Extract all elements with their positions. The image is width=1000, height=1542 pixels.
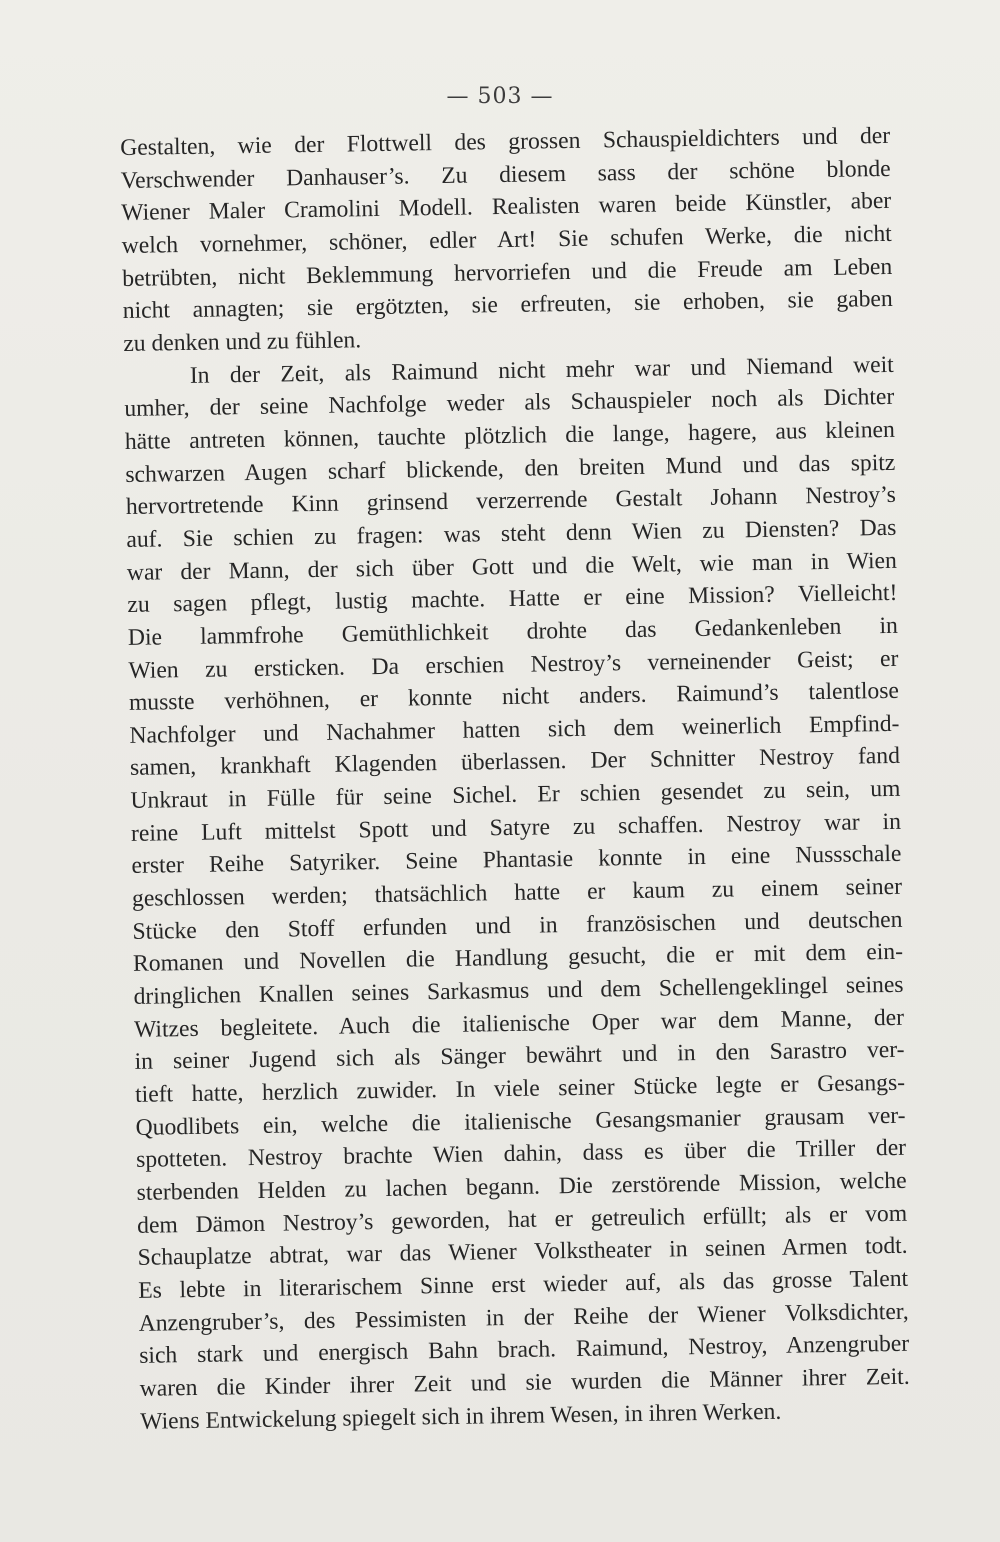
text-line: Gestalten, wie der Flottwell des grossen Schauspieldichters und der [120, 122, 891, 161]
body-text [120, 120, 910, 1438]
text-line: Die lammfrohe Gemüthlichkeit drohte das Gedankenleben in [127, 612, 899, 651]
text-line: zu sagen pflegt, lustig machte. Hatte er eine Mission? Vielleicht! [127, 580, 898, 619]
text-line: dem Dämon Nestroy’s geworden, hat er getreulich erfüllt; als er vom [136, 1200, 908, 1239]
text-line: Stücke den Stoff erfunden und in französischen und deutschen [132, 906, 903, 945]
text-line: dringlichen Knallen seines Sarkasmus und dem Schellengeklingel seines [133, 971, 904, 1010]
text-line: hätte antreten können, tauchte plötzlich die lange, hagere, aus kleinen [124, 416, 895, 455]
text-line: geschlossen werden; thatsächlich hatte er kaum zu einem seiner [131, 873, 903, 912]
text-line: Romanen und Novellen die Handlung gesucht, die er mit dem ein- [132, 939, 904, 978]
text-line: musste verhöhnen, er konnte nicht anders. Raimund’s talentlose [128, 677, 900, 717]
text-line: Anzengruber’s, des Pessimisten in der Reihe der Wiener Volksdichter, [138, 1298, 909, 1337]
text-line: Nachfolger und Nachahmer hatten sich dem weinerlich Empfind- [129, 710, 900, 749]
text-line: sich stark und energisch Bahn brach. Raimund, Nestroy, Anzengruber [139, 1331, 910, 1370]
text-line: war der Mann, der sich über Gott und die Welt, wie man in Wien [126, 547, 898, 586]
text-line: Unkraut in Fülle für seine Sichel. Er schien gesendet zu sein, um [130, 775, 901, 815]
text-line: spotteten. Nestroy brachte Wien dahin, dass es über die Triller der [135, 1135, 907, 1174]
text-line: schwarzen Augen scharf blickende, den breiten Mund und das spitz [125, 449, 896, 488]
text-line: auf. Sie schien zu fragen: was steht denn Wien zu Diensten? Das [126, 514, 897, 553]
text-line: reine Luft mittelst Spott und Satyre zu schaffen. Nestroy war in [130, 808, 902, 847]
paragraph-1 [120, 120, 893, 361]
text-line: in seiner Jugend sich als Sänger bewährt und in den Sarastro ver- [134, 1037, 905, 1076]
text-line: Schauplatze abtrat, war das Wiener Volkstheater in seinen Armen todt. [137, 1233, 908, 1272]
text-line: zu denken und zu fühlen. [123, 327, 362, 357]
text-line: sterbenden Helden zu lachen begann. Die zerstörende Mission, welche [136, 1167, 907, 1206]
text-line: samen, krankhaft Klagenden überlassen. Der Schnitter Nestroy fand [129, 743, 901, 782]
text-line: In der Zeit, als Raimund nicht mehr war und Niemand weit [189, 351, 894, 389]
text-line: Verschwender Danhauser’s. Zu diesem sass der schöne blonde [120, 155, 891, 194]
text-line: erster Reihe Satyriker. Seine Phantasie konnte in eine Nussschale [131, 841, 902, 880]
paragraph-2 [124, 348, 911, 1438]
text-line: welch vornehmer, schöner, edler Art! Sie schufen Werke, die nicht [121, 220, 892, 259]
text-line: umher, der seine Nachfolge weder als Schauspieler noch als Dichter [124, 384, 895, 423]
text-line: Witzes begleitete. Auch die italienische Oper war dem Manne, der [133, 1004, 905, 1043]
text-line: nicht annagten; sie ergötzten, sie erfreuten, sie erhoben, sie gaben [122, 286, 893, 325]
text-line: Quodlibets ein, welche die italienische Gesangsmanier grausam ver- [135, 1102, 906, 1141]
text-line: betrübten, nicht Beklemmung hervorriefen und die Freude am Leben [122, 253, 893, 292]
text-line: Es lebte in literarischem Sinne erst wieder auf, als das grosse Talent [138, 1265, 909, 1304]
text-line: Wiens Entwickelung spiegelt sich in ihrem Wesen, in ihren Werken. [140, 1398, 782, 1435]
text-line: Wiener Maler Cramolini Modell. Realisten waren beide Künstler, aber [121, 188, 892, 227]
text-line: tieft hatte, herzlich zuwider. In viele seiner Stücke legte er Gesangs- [134, 1069, 906, 1108]
text-line: hervortretende Kinn grinsend verzerrende Gestalt Johann Nestroy’s [125, 482, 897, 521]
text-line: waren die Kinder ihrer Zeit und sie wurden die Männer ihrer Zeit. [139, 1363, 910, 1402]
page-number: — 503 — [446, 84, 554, 109]
text-line: Wien zu ersticken. Da erschien Nestroy’s verneinender Geist; er [128, 645, 899, 684]
